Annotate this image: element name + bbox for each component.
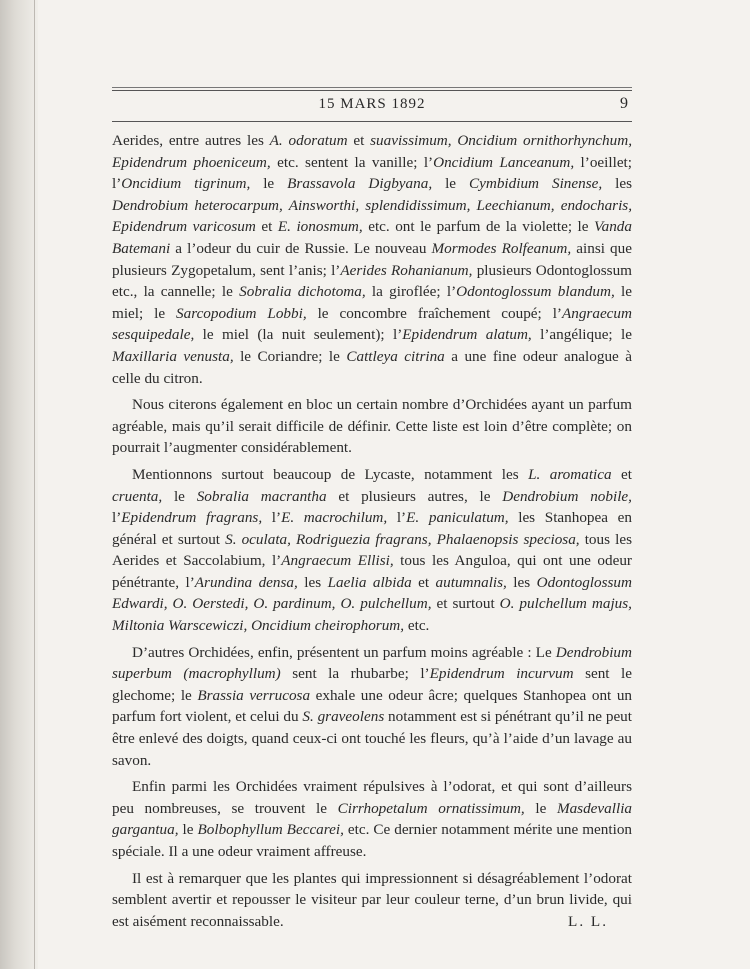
running-header [112, 90, 632, 122]
paragraph-5: Enfin parmi les Orchidées vraiment répulsives à l’odorat, et qui sont d’ailleurs peu nombreuses, se trouvent le Cirrhopetalum ornatissimum, le Masdevallia gargantua, le Bolbophyllum Beccarei, etc. Ce dernier notamment mérite une mention spéciale. Il a une odeur vraiment affreuse. [112, 778, 633, 860]
article-body [112, 130, 632, 932]
paragraph-1: Aerides, entre autres les A. odoratum et suavissimum, Oncidium ornithorhynchum, Epidendrum phoeniceum, etc. sentent la vanille; l’Oncidium Lanceanum, l’oeillet; l’Oncidium tigrinum, le Brassavola Digbyana, le Cymbidium Sinense, les Dendrobium heterocarpum, Ainsworthi, splendidissimum, Leechianum, endocharis, Epidendrum varicosum et E. ionosmum, etc. ont le parfum de la violette; le Vanda Batemani a l’odeur du cuir de Russie. Le nouveau Mormodes Rolfeanum, ainsi que plusieurs Zygopetalum, sent l’anis; l’Aerides Rohanianum, plusieurs Odontoglossum etc., la cannelle; le Sobralia dichotoma, la giroflée; l’Odontoglossum blandum, le miel; le Sarcopodium Lobbi, le concombre fraîchement coupé; l’Angraecum sesquipedale, le miel (la nuit seulement); l’Epidendrum alatum, l’angélique; le Maxillaria venusta, le Coriandre; le Cattleya citrina a une fine odeur analogue à celle du citron. [112, 132, 633, 387]
author-signature: L. L. [568, 912, 608, 930]
document-page [112, 84, 632, 937]
page-binding-edge [34, 0, 35, 969]
issue-date: 15 MARS 1892 [318, 96, 426, 112]
header-rule [112, 87, 632, 88]
paragraph-3: Mentionnons surtout beaucoup de Lycaste, notamment les L. aromatica et cruenta, le Sobralia macrantha et plusieurs autres, le Dendrobium nobile, l’Epidendrum fragrans, l’E. macrochilum, l’E. paniculatum, les Stanhopea en général et surtout S. oculata, Rodriguezia fragrans, Phalaenopsis speciosa, tous les Aerides et Saccolabium, l’Angraecum Ellisi, tous les Anguloa, qui ont une odeur pénétrante, l’Arundina densa, les Laelia albida et autumnalis, les Odontoglossum Edwardi, O. Oerstedi, O. pardinum, O. pulchellum, et surtout O. pulchellum majus, Miltonia Warscewiczi, Oncidium cheirophorum, etc. [112, 465, 632, 635]
paragraph-4: D’autres Orchidées, enfin, présentent un parfum moins agréable : Le Dendrobium superbum (macrophyllum) sent la rhubarbe; l’Epidendrum incurvum sent le glechome; le Brassia verrucosa exhale une odeur âcre; quelques Stanhopea ont un parfum fort violent, et celui du S. graveolens notamment est si pénétrant qu’il ne peut être enlevé des doigts, quand ceux-ci ont touché les fleurs, qu’à l’aide d’un lavage au savon. [112, 643, 633, 769]
page-binding-shadow [0, 0, 38, 969]
paragraph-6 [112, 868, 632, 933]
paragraph-6-text: Il est à remarquer que les plantes qui impressionnent si désagréablement l’odorat semblent avertir et repousser le visiteur par leur couleur terne, d’un brun livide, qui est aisément reconnaissable. [112, 869, 632, 930]
paragraph-2: Nous citerons également en bloc un certain nombre d’Orchidées ayant un parfum agréable, mais qu’il serait difficile de définir. Cette liste est loin d’être complète; on pourrait l’augmenter considérablement. [112, 396, 632, 457]
page-number: 9 [620, 95, 628, 112]
